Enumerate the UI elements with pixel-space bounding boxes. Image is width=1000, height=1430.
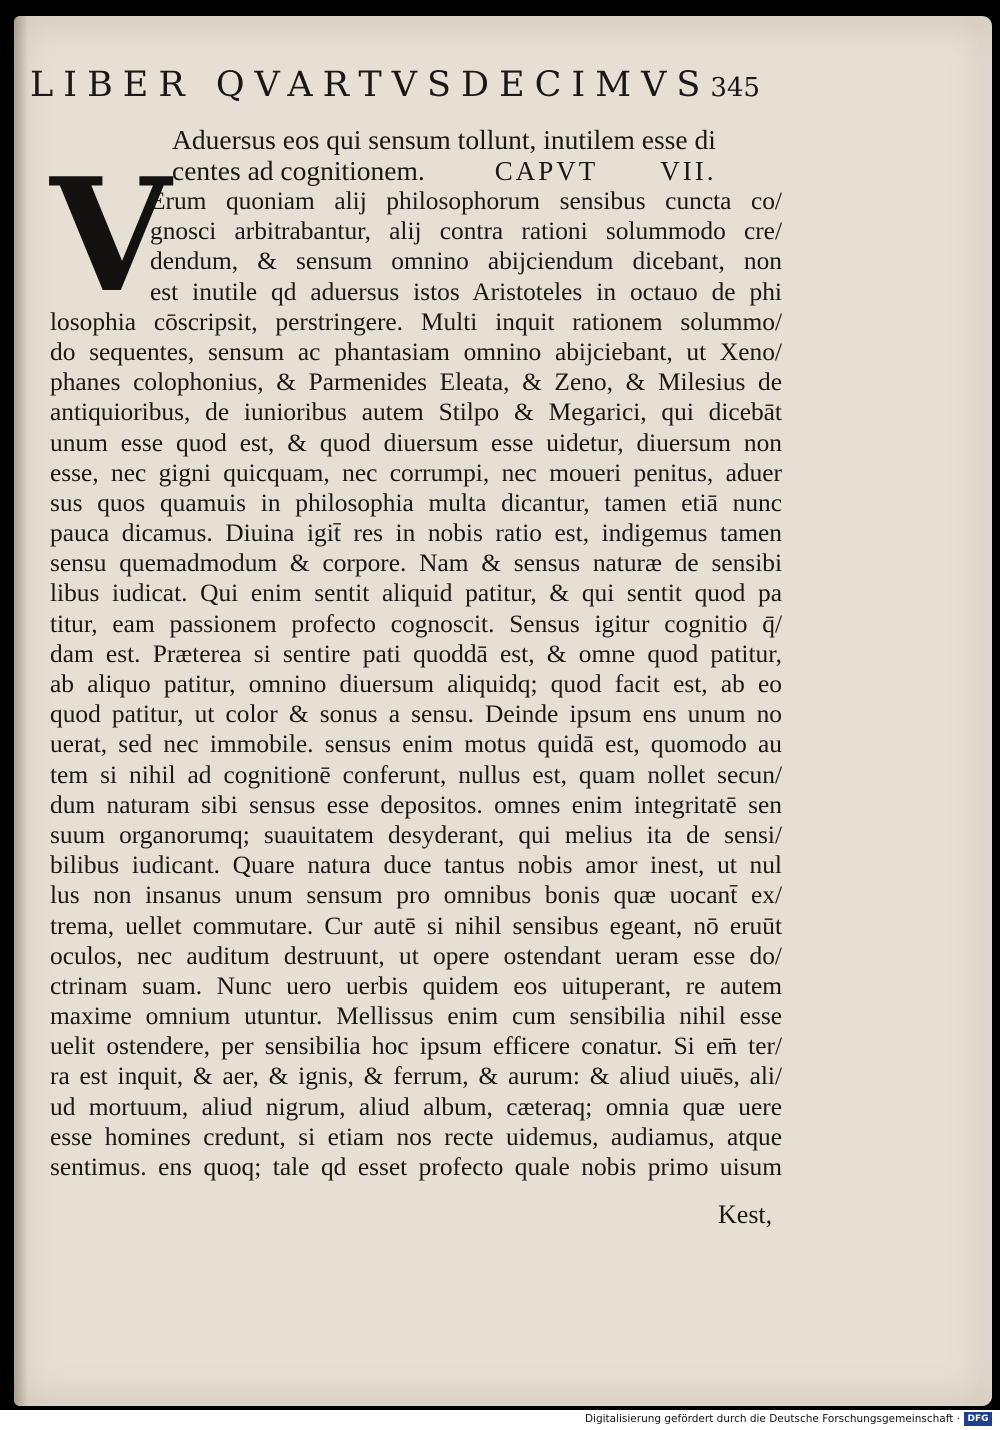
chapter-heading-line-2 xyxy=(172,155,792,186)
text-line: est inutile qd aduersus istos Aristoteles in octauo de phi xyxy=(150,277,782,306)
text-line: maxime omnium utuntur. Mellissus enim cum sensibilia nihil esse xyxy=(50,1002,782,1031)
text-line: sentimus. ens quoq; tale qd esset profecto quale nobis primo uisum xyxy=(50,1153,782,1181)
text-line: pauca dicamus. Diuina igit̄ res in nobis ratio est, indigemus tamen xyxy=(50,519,782,548)
body-text xyxy=(50,186,782,1182)
text-line: Erum quoniam alij philosophorum sensibus cuncta co/ xyxy=(150,187,782,215)
text-line: uerat, sed nec immobile. sensus enim motus quidā est, quomodo au xyxy=(50,730,782,759)
text-line: dendum, & sensum omnino abijciendum dicebant, non xyxy=(150,247,782,276)
text-line: trema, uellet commutare. Cur autē si nihil sensibus egeant, nō eruūt xyxy=(50,911,782,940)
footer-credit: Digitalisierung gefördert durch die Deutsche Forschungsgemeinschaft · xyxy=(584,1413,960,1425)
text-line: ab aliquo patitur, omnino diuersum aliquidq; quod facit est, ab eo xyxy=(50,670,782,698)
text-line: tem si nihil ad cognitionē conferunt, nullus est, quam nollet secun/ xyxy=(50,760,782,789)
text-line: quod patitur, ut color & sonus a sensu. Deinde ipsum ens unum no xyxy=(50,700,782,729)
text-line: dum naturam sibi sensus esse depositos. omnes enim integritatē sen xyxy=(50,790,782,819)
text-line: esse homines credunt, si etiam nos recte uidemus, audiamus, atque xyxy=(50,1122,782,1151)
text-line: sensu quemadmodum & corpore. Nam & sensus naturæ de sensibi xyxy=(50,549,782,578)
text-line: uelit ostendere, per sensibilia hoc ipsum efficere conatur. Si em̄ ter/ xyxy=(50,1032,782,1061)
running-head xyxy=(30,65,980,105)
running-head-title: LIBER QVARTVSDECIMVS xyxy=(30,65,711,105)
chapter-heading-text: centes ad cognitionem. xyxy=(172,155,425,186)
text-line: do sequentes, sensum ac phantasiam omnino abijciebant, ut Xeno/ xyxy=(50,337,782,366)
text-line: ra est inquit, & aer, & ignis, & ferrum, & aurum: & aliud uiuēs, ali/ xyxy=(50,1062,782,1091)
text-line: dam est. Præterea si sentire pati quoddā est, & omne quod patitur, xyxy=(50,639,782,668)
chapter-number: VII. xyxy=(660,156,717,186)
text-line: bilibus iudicant. Quare natura duce tantus nobis amor inest, ut nul xyxy=(50,851,782,880)
text-line: libus iudicat. Qui enim sentit aliquid patitur, & qui sentit quod pa xyxy=(50,579,782,608)
chapter-heading-line-1: Aduersus eos qui sensum tollunt, inutilem esse di xyxy=(172,124,716,155)
decorated-initial: V xyxy=(50,144,172,327)
text-line: lus non insanus unum sensum pro omnibus bonis quæ uocant̄ ex/ xyxy=(50,881,782,910)
folio-number: 345 xyxy=(710,73,760,103)
text-line: unum esse quod est, & quod diuersum esse uidetur, diuersum non xyxy=(50,428,782,457)
text-line: ud mortuum, aliud nigrum, aliud album, cæteraq; omnia quæ uere xyxy=(50,1092,782,1121)
chapter-label: CAPVT xyxy=(494,156,599,186)
footer-bar xyxy=(0,1410,1000,1430)
chapter-heading xyxy=(172,124,792,186)
text-line: titur, eam passionem profecto cognoscit. Sensus igitur cognitio q̄/ xyxy=(50,609,782,638)
text-line: oculos, nec auditum destruunt, ut opere ostendant ueram esse do/ xyxy=(50,941,782,970)
catchword: Kest, xyxy=(718,1200,773,1229)
text-line: phanes colophonius, & Parmenides Eleata, & Zeno, & Milesius de xyxy=(50,368,782,397)
text-line: esse, nec gigni quicquam, nec corrumpi, nec moueri penitus, aduer xyxy=(50,458,782,487)
text-line: gnosci arbitrabantur, alij contra rationi solummodo cre/ xyxy=(150,217,782,246)
text-line: losophia cōscripsit, perstringere. Multi inquit rationem solummo/ xyxy=(50,307,782,336)
text-line: ctrinam suam. Nunc uero uerbis quidem eos uituperant, re autem xyxy=(50,971,782,1000)
text-line: sus quos quamuis in philosophia multa dicantur, tamen etiā nunc xyxy=(50,488,782,517)
text-line: suum organorumq; suauitatem desyderant, qui melius ita de sensi/ xyxy=(50,820,782,849)
dfg-logo: DFG xyxy=(964,1412,992,1426)
text-line: antiquioribus, de iunioribus autem Stilpo & Megarici, qui dicebāt xyxy=(50,398,782,427)
